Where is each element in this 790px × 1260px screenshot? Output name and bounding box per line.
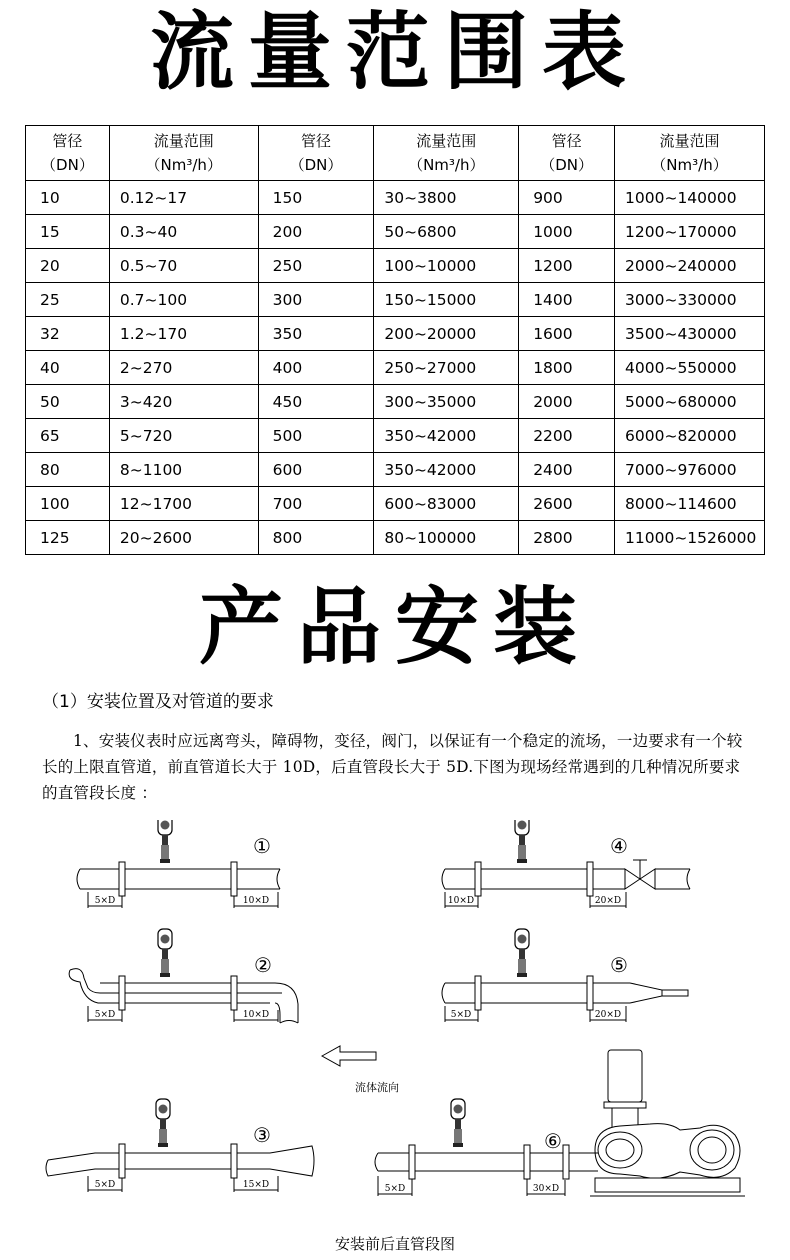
table-row bbox=[26, 283, 765, 317]
cell-dn: 1800 bbox=[519, 351, 615, 385]
cell-flow-range: 0.7~100 bbox=[109, 283, 258, 317]
cell-flow-range: 5000~680000 bbox=[615, 385, 765, 419]
cell-flow-range: 1000~140000 bbox=[615, 181, 765, 215]
section-heading: （1）安装位置及对管道的要求 bbox=[42, 692, 274, 712]
svg-text:④: ④ bbox=[610, 834, 628, 858]
cell-dn: 100 bbox=[26, 487, 110, 521]
cell-flow-range: 100~10000 bbox=[374, 249, 519, 283]
cell-dn: 80 bbox=[26, 453, 110, 487]
cell-dn: 900 bbox=[519, 181, 615, 215]
table-row bbox=[26, 487, 765, 521]
cell-flow-range: 11000~1526000 bbox=[615, 521, 765, 555]
cell-dn: 200 bbox=[258, 215, 374, 249]
flow-range-title: 流量范围表 bbox=[149, 3, 640, 101]
cell-dn: 700 bbox=[258, 487, 374, 521]
cell-dn: 350 bbox=[258, 317, 374, 351]
header-dn-3: 管径 （DN） bbox=[519, 126, 615, 181]
cell-flow-range: 200~20000 bbox=[374, 317, 519, 351]
cell-dn: 125 bbox=[26, 521, 110, 555]
flow-range-table bbox=[25, 125, 765, 555]
cell-dn: 25 bbox=[26, 283, 110, 317]
cell-dn: 1600 bbox=[519, 317, 615, 351]
cell-flow-range: 5~720 bbox=[109, 419, 258, 453]
svg-text:20×D: 20×D bbox=[594, 896, 622, 906]
cell-dn: 15 bbox=[26, 215, 110, 249]
cell-flow-range: 250~27000 bbox=[374, 351, 519, 385]
table-row bbox=[26, 385, 765, 419]
cell-flow-range: 3000~330000 bbox=[615, 283, 765, 317]
cell-dn: 400 bbox=[258, 351, 374, 385]
cell-dn: 450 bbox=[258, 385, 374, 419]
cell-dn: 600 bbox=[258, 453, 374, 487]
svg-text:10×D: 10×D bbox=[242, 896, 270, 906]
cell-flow-range: 350~42000 bbox=[374, 453, 519, 487]
cell-dn: 40 bbox=[26, 351, 110, 385]
install-case-4 bbox=[442, 820, 690, 908]
header-range-3: 流量范围 （Nm³/h） bbox=[615, 126, 765, 181]
cell-dn: 20 bbox=[26, 249, 110, 283]
install-case-1 bbox=[77, 820, 280, 908]
svg-text:20×D: 20×D bbox=[594, 1010, 622, 1020]
cell-flow-range: 8~1100 bbox=[109, 453, 258, 487]
install-title: 产品安装 bbox=[198, 578, 591, 676]
straight-pipe-diagram bbox=[0, 820, 790, 1230]
cell-dn: 2600 bbox=[519, 487, 615, 521]
table-row bbox=[26, 351, 765, 385]
svg-text:5×D: 5×D bbox=[94, 1010, 116, 1020]
header-range-2: 流量范围 （Nm³/h） bbox=[374, 126, 519, 181]
cell-dn: 1000 bbox=[519, 215, 615, 249]
header-dn-1: 管径 （DN） bbox=[26, 126, 110, 181]
cell-flow-range: 8000~114600 bbox=[615, 487, 765, 521]
svg-text:③: ③ bbox=[253, 1123, 271, 1147]
cell-dn: 10 bbox=[26, 181, 110, 215]
cell-dn: 250 bbox=[258, 249, 374, 283]
cell-flow-range: 1200~170000 bbox=[615, 215, 765, 249]
cell-flow-range: 7000~976000 bbox=[615, 453, 765, 487]
table-row bbox=[26, 215, 765, 249]
cell-flow-range: 300~35000 bbox=[374, 385, 519, 419]
cell-flow-range: 0.3~40 bbox=[109, 215, 258, 249]
table-row bbox=[26, 521, 765, 555]
cell-flow-range: 6000~820000 bbox=[615, 419, 765, 453]
cell-flow-range: 4000~550000 bbox=[615, 351, 765, 385]
table-row bbox=[26, 453, 765, 487]
svg-text:10×D: 10×D bbox=[242, 1010, 270, 1020]
cell-flow-range: 2~270 bbox=[109, 351, 258, 385]
cell-dn: 65 bbox=[26, 419, 110, 453]
table-header-row bbox=[26, 126, 765, 181]
cell-dn: 2800 bbox=[519, 521, 615, 555]
install-case-5 bbox=[442, 929, 688, 1022]
cell-flow-range: 2000~240000 bbox=[615, 249, 765, 283]
cell-flow-range: 1.2~170 bbox=[109, 317, 258, 351]
cell-dn: 500 bbox=[258, 419, 374, 453]
cell-dn: 1400 bbox=[519, 283, 615, 317]
svg-text:②: ② bbox=[254, 953, 272, 977]
cell-flow-range: 150~15000 bbox=[374, 283, 519, 317]
install-case-3 bbox=[46, 1099, 314, 1192]
table-row bbox=[26, 419, 765, 453]
table-row bbox=[26, 317, 765, 351]
svg-text:10×D: 10×D bbox=[447, 896, 475, 906]
svg-text:5×D: 5×D bbox=[94, 1180, 116, 1190]
cell-dn: 50 bbox=[26, 385, 110, 419]
svg-text:30×D: 30×D bbox=[532, 1184, 560, 1194]
svg-text:15×D: 15×D bbox=[242, 1180, 270, 1190]
install-case-2 bbox=[69, 929, 298, 1023]
cell-dn: 2000 bbox=[519, 385, 615, 419]
table-row bbox=[26, 181, 765, 215]
cell-flow-range: 0.5~70 bbox=[109, 249, 258, 283]
cell-flow-range: 50~6800 bbox=[374, 215, 519, 249]
cell-dn: 800 bbox=[258, 521, 374, 555]
flow-direction-arrow bbox=[322, 1046, 399, 1094]
cell-flow-range: 0.12~17 bbox=[109, 181, 258, 215]
install-case-6 bbox=[375, 1050, 745, 1196]
cell-dn: 150 bbox=[258, 181, 374, 215]
svg-text:5×D: 5×D bbox=[94, 896, 116, 906]
cell-flow-range: 30~3800 bbox=[374, 181, 519, 215]
svg-text:流体流向: 流体流向 bbox=[355, 1081, 399, 1094]
cell-dn: 2200 bbox=[519, 419, 615, 453]
svg-text:5×D: 5×D bbox=[384, 1184, 406, 1194]
install-paragraph: 1、安装仪表时应远离弯头，障碍物，变径，阀门，以保证有一个稳定的流场，一边要求有一个较长的上限直管道，前直管道长大于 10D，后直管段长大于 5D.下图为现场经常遇到的几种情况所要求的直管段长度 ： bbox=[42, 732, 743, 802]
cell-flow-range: 3500~430000 bbox=[615, 317, 765, 351]
header-range-1: 流量范围 （Nm³/h） bbox=[109, 126, 258, 181]
diagram-caption: 安装前后直管段图 bbox=[334, 1235, 455, 1253]
cell-dn: 300 bbox=[258, 283, 374, 317]
svg-text:⑥: ⑥ bbox=[544, 1129, 562, 1153]
svg-text:①: ① bbox=[253, 834, 271, 858]
cell-flow-range: 350~42000 bbox=[374, 419, 519, 453]
header-dn-2: 管径 （DN） bbox=[258, 126, 374, 181]
cell-flow-range: 600~83000 bbox=[374, 487, 519, 521]
cell-dn: 32 bbox=[26, 317, 110, 351]
svg-text:⑤: ⑤ bbox=[610, 953, 628, 977]
cell-dn: 2400 bbox=[519, 453, 615, 487]
cell-dn: 1200 bbox=[519, 249, 615, 283]
cell-flow-range: 20~2600 bbox=[109, 521, 258, 555]
svg-text:5×D: 5×D bbox=[450, 1010, 472, 1020]
cell-flow-range: 3~420 bbox=[109, 385, 258, 419]
cell-flow-range: 12~1700 bbox=[109, 487, 258, 521]
cell-flow-range: 80~100000 bbox=[374, 521, 519, 555]
table-row bbox=[26, 249, 765, 283]
